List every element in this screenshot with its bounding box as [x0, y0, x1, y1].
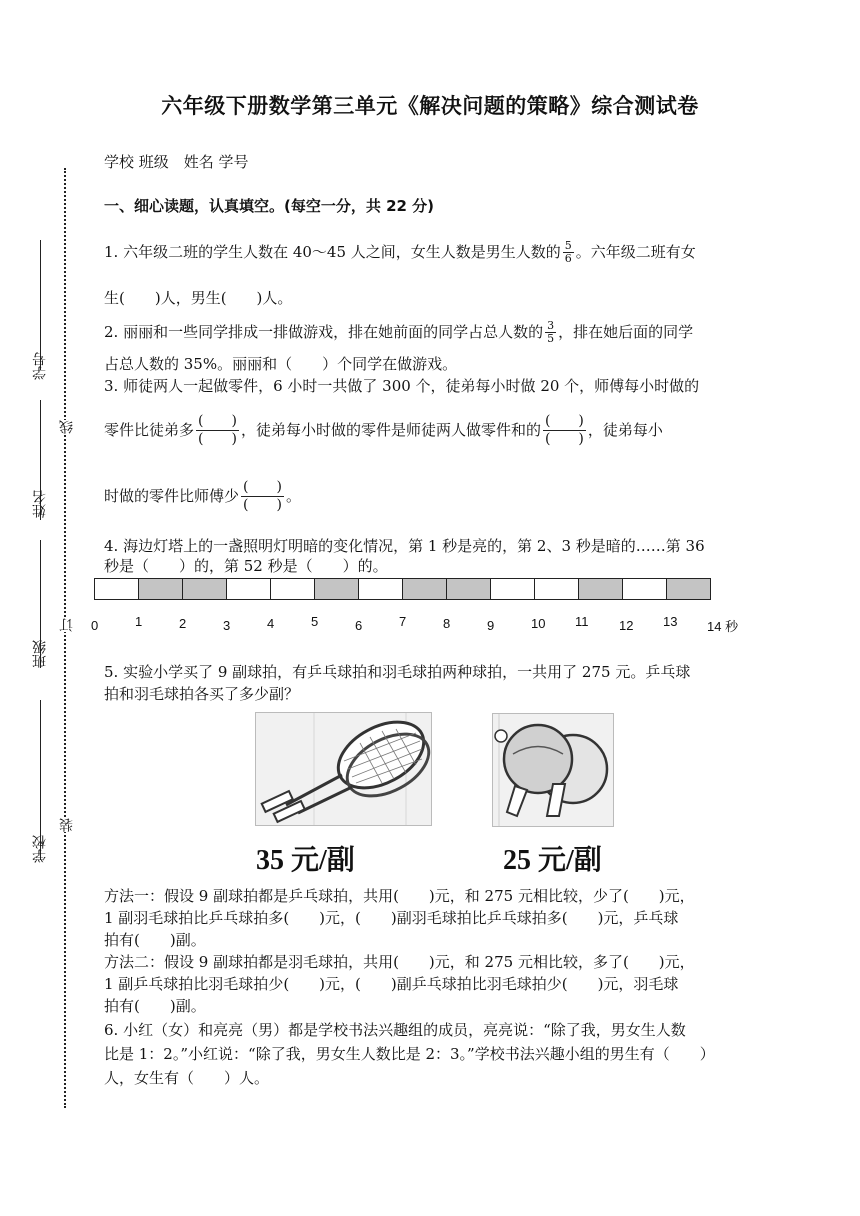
q1-text-a: 1. 六年级二班的学生人数在 40～45 人之间，女生人数是男生人数的: [104, 243, 561, 261]
light-tick-label: 14 秒: [707, 619, 739, 634]
pingpong-price: 25 元/副: [503, 845, 602, 876]
q1-fraction: [563, 240, 574, 265]
pingpong-paddle-image: [492, 713, 614, 827]
q1-line1: [104, 234, 696, 270]
light-cell-6-dark: [314, 578, 359, 600]
q3-frac1-den: ( ): [198, 430, 237, 447]
light-tick-label: 7: [399, 614, 407, 629]
banji-label: 班级: [32, 640, 48, 668]
q1-text-b: 。六年级二班有女: [575, 243, 696, 261]
light-cell-13-lit: [622, 578, 667, 600]
q3-frac2-den: ( ): [544, 430, 584, 447]
light-cell-14-dark: [666, 578, 711, 600]
light-cell-2-dark: [138, 578, 183, 600]
q3-text-3a: 时做的零件比师傅少: [104, 487, 240, 505]
light-tick-label: 1: [135, 614, 143, 629]
q2-frac-den: 5: [547, 331, 555, 345]
badminton-price: 35 元/副: [256, 845, 355, 876]
q3-text-2b: ，徒弟每小时做的零件是师徒两人做零件和的: [240, 421, 541, 439]
light-tick-label: 8: [443, 616, 451, 631]
light-cell-5-lit: [270, 578, 315, 600]
q1-frac-num: 5: [564, 238, 572, 252]
light-tick-label: 6: [355, 618, 363, 633]
q2-text-a: 2. 丽丽和一些同学排成一排做游戏，排在她前面的同学占总人数的: [104, 323, 544, 341]
light-cell-12-dark: [578, 578, 623, 600]
student-info-line: 学校 班级 姓名 学号: [104, 153, 249, 171]
q3-fraction-2: [543, 413, 586, 448]
light-cell-3-dark: [182, 578, 227, 600]
xuehao-fill-line: [40, 240, 41, 370]
q6-line1: 6. 小红（女）和亮亮（男）都是学校书法兴趣组的成员，亮亮说：“除了我，男女生人数: [104, 1021, 686, 1039]
light-cell-10-lit: [490, 578, 535, 600]
q3-text-2a: 零件比徒弟多: [104, 421, 195, 439]
q6-line3: 人，女生有（ ）人。: [104, 1069, 270, 1087]
light-tick-label: 5: [311, 614, 319, 629]
pingpong-paddle-icon: [493, 714, 613, 826]
light-tick-label: 13: [663, 614, 678, 629]
q6-line2: 比是 1：2。”小红说：“除了我，男女生人数比是 2：3。”学校书法兴趣小组的男生有（ ）: [104, 1045, 715, 1063]
zhuang-label: 装: [59, 818, 75, 832]
light-tick-label: 2: [179, 616, 187, 631]
light-cell-9-dark: [446, 578, 491, 600]
section1-heading: 一、细心读题，认真填空。(每空一分，共 22 分): [104, 197, 435, 215]
light-tick-label: 10: [531, 616, 546, 631]
q5-method2-line1: 方法二：假设 9 副球拍都是羽毛球拍，共用( )元，和 275 元相比较，多了( )元，: [104, 953, 695, 971]
q1-frac-den: 6: [564, 251, 572, 265]
q3-frac1-num: ( ): [198, 412, 237, 429]
q3-line2: [104, 410, 663, 450]
q3-line1: 3. 师徒两人一起做零件，6 小时一共做了 300 个，徒弟每小时做 20 个，师傅每小时做的: [104, 377, 700, 395]
q2-fraction: [545, 320, 556, 345]
q4-line1: 4. 海边灯塔上的一盏照明灯明暗的变化情况，第 1 秒是亮的，第 2、3 秒是暗的……第 36: [104, 537, 705, 555]
q5-method1-line1: 方法一：假设 9 副球拍都是乒乓球拍，共用( )元，和 275 元相比较，少了( )元，: [104, 887, 695, 905]
q2-frac-num: 3: [547, 318, 555, 332]
light-tick-label: 12: [619, 618, 634, 633]
q3-fraction-3: [241, 479, 284, 514]
light-cell-8-dark: [402, 578, 447, 600]
q5-method2-line2: 1 副乒乓球拍比羽毛球拍少( )元，( )副乒乓球拍比羽毛球拍少( )元，羽毛球: [104, 975, 679, 993]
light-tick-label: 4: [267, 616, 275, 631]
page-title: 六年级下册数学第三单元《解决问题的策略》综合测试卷: [161, 94, 699, 118]
light-tick-label: 9: [487, 618, 495, 633]
q3-frac2-num: ( ): [544, 412, 584, 429]
q2-line2: 占总人数的 35%。丽丽和（ ）个同学在做游戏。: [104, 355, 458, 373]
q2-text-b: ，排在她后面的同学: [558, 323, 694, 341]
light-tick-label: 11: [575, 614, 589, 629]
light-tick-label: 0: [91, 618, 99, 633]
badminton-racket-image: [255, 712, 432, 826]
q3-line3: [104, 476, 301, 516]
q3-text-3b: 。: [285, 487, 301, 505]
light-cell-4-lit: [226, 578, 271, 600]
q5-line2: 拍和羽毛球拍各买了多少副？: [104, 685, 300, 703]
xuexiao-label: 学校: [32, 835, 48, 863]
q3-text-2c: ，徒弟每小: [587, 421, 663, 439]
xingming-label: 姓名: [32, 490, 48, 518]
q5-method1-line2: 1 副羽毛球拍比乒乓球拍多( )元，( )副羽毛球拍比乒乓球拍多( )元，乒乓球: [104, 909, 679, 927]
q5-method1-line3: 拍有( )副。: [104, 931, 206, 949]
q3-frac3-num: ( ): [243, 478, 282, 495]
q4-line2: 秒是（ ）的，第 52 秒是（ ）的。: [104, 557, 388, 575]
light-cell-11-lit: [534, 578, 579, 600]
q3-fraction-1: [196, 413, 239, 448]
xuehao-label: 学号: [32, 352, 48, 380]
q2-line1: [104, 316, 693, 348]
xian-label: 线: [59, 420, 75, 434]
badminton-racket-icon: [256, 713, 431, 825]
binding-dotted-line: [64, 168, 66, 1108]
light-cell-7-lit: [358, 578, 403, 600]
q5-line1: 5. 实验小学买了 9 副球拍，有乒乓球拍和羽毛球拍两种球拍，一共用了 275 元。乒乓球: [104, 663, 691, 681]
ding-label: 订: [59, 618, 75, 632]
q5-method2-line3: 拍有( )副。: [104, 997, 206, 1015]
light-tick-label: 3: [223, 618, 231, 633]
q3-frac3-den: ( ): [243, 496, 282, 513]
q1-line2: 生( )人，男生( )人。: [104, 289, 293, 307]
light-cell-1-lit: [94, 578, 139, 600]
